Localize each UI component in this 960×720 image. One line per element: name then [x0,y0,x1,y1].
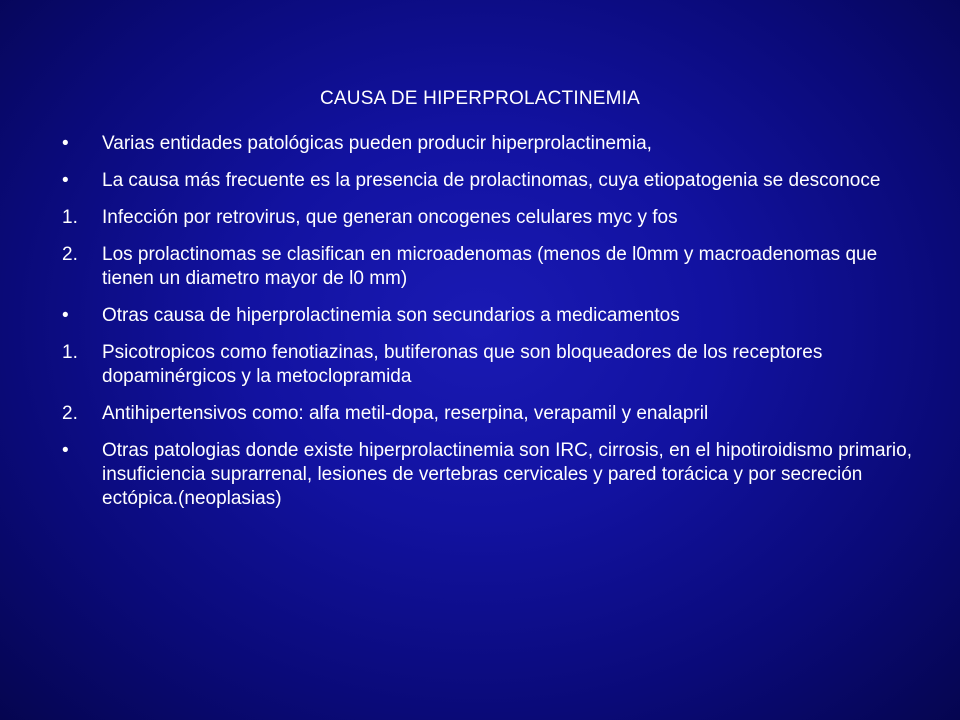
list-item [62,304,912,328]
list-item-text: Otras patologias donde existe hiperprolactinemia son IRC, cirrosis, en el hipotiroidismo primario, insuficiencia suprarrenal, lesiones de vertebras cervicales y pared torácica y por secreción ectópica.(neoplasias) [102,440,912,509]
list-item [62,169,912,193]
list-item [62,341,912,389]
bullet-marker: • [62,440,69,461]
list-item [62,402,912,426]
list-item-text: Los prolactinomas se clasifican en microadenomas (menos de l0mm y macroadenomas que tienen un diametro mayor de l0 mm) [102,244,878,289]
list-item-text: Antihipertensivos como: alfa metil-dopa, reserpina, verapamil y enalapril [102,403,709,424]
list-item-text: Infección por retrovirus, que generan oncogenes celulares myc y fos [102,207,678,228]
bullet-list [62,132,912,524]
number-marker: 1. [62,207,78,228]
number-marker: 2. [62,403,78,424]
bullet-marker: • [62,133,69,154]
list-item [62,206,912,230]
number-marker: 1. [62,342,78,363]
bullet-marker: • [62,305,69,326]
list-item-text: Varias entidades patológicas pueden producir hiperprolactinemia, [102,133,652,154]
list-item [62,439,912,511]
bullet-marker: • [62,170,69,191]
slide-title: CAUSA DE HIPERPROLACTINEMIA [319,88,641,109]
number-marker: 2. [62,244,78,265]
list-item-text: Psicotropicos como fenotiazinas, butiferonas que son bloqueadores de los receptores dopaminérgicos y la metoclopramida [102,342,823,387]
list-item [62,132,912,156]
list-item-text: La causa más frecuente es la presencia de prolactinomas, cuya etiopatogenia se desconoce [102,170,881,191]
list-item [62,243,912,291]
list-item-text: Otras causa de hiperprolactinemia son secundarios a medicamentos [102,305,680,326]
